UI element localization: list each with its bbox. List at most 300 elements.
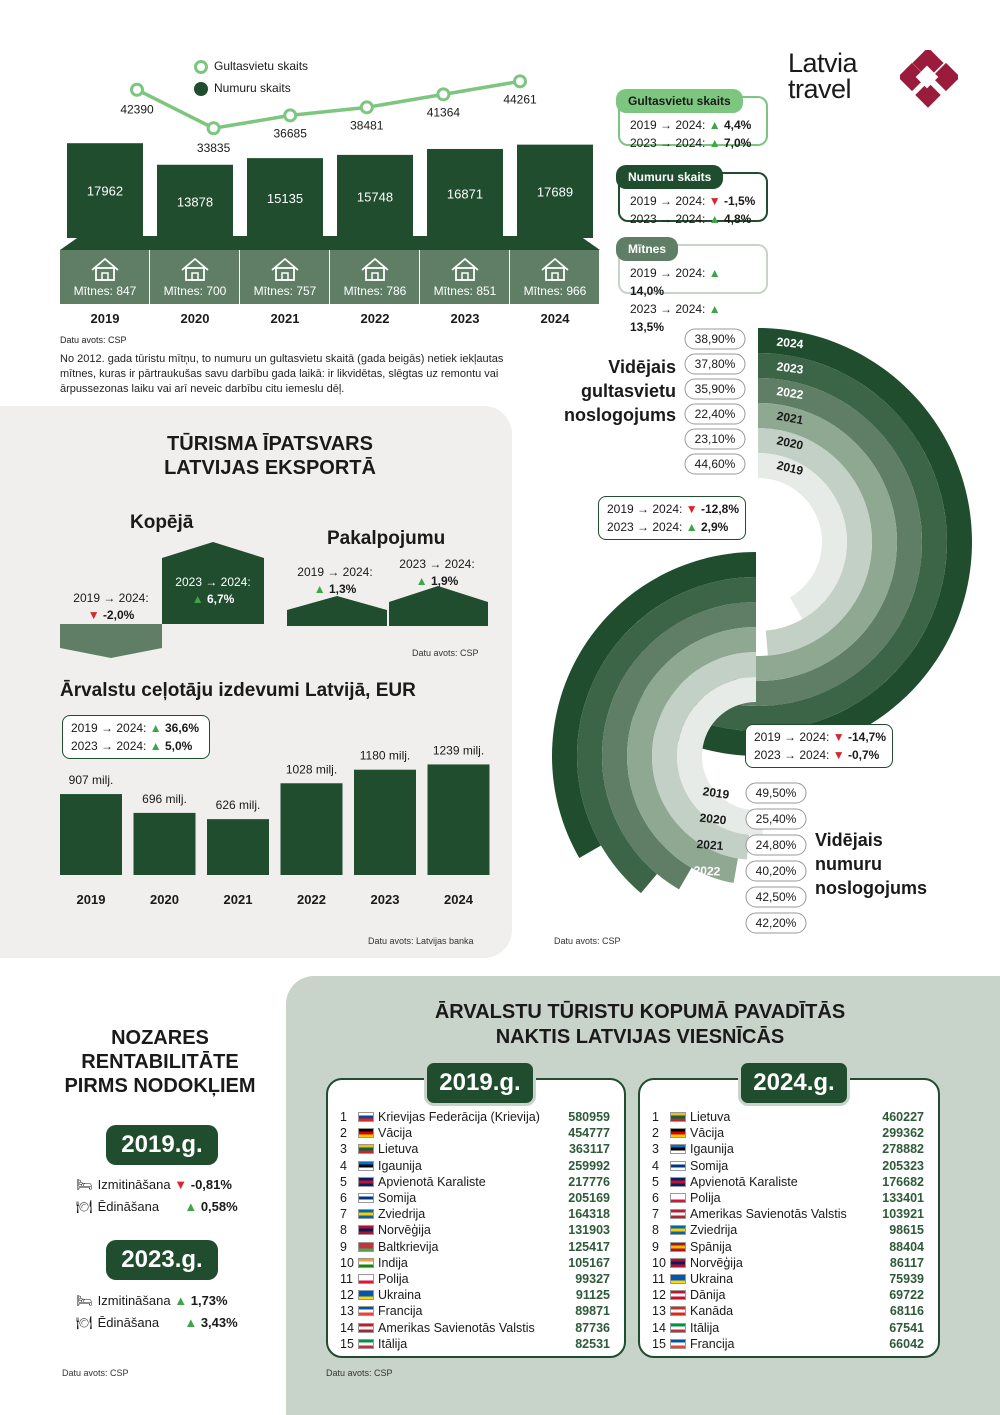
country-name: Vācija — [690, 1126, 725, 1141]
nights-value: 67541 — [889, 1320, 924, 1335]
table-row — [328, 1222, 624, 1238]
profit-title-2: RENTABILITĀTE — [81, 1051, 239, 1073]
nights-value: 98615 — [889, 1223, 924, 1238]
nights-value: 87736 — [575, 1320, 610, 1335]
export-services-label: Pakalpojumu — [327, 528, 446, 549]
flag-icon — [358, 1177, 374, 1187]
establishments-roof — [60, 236, 600, 250]
rank-number: 10 — [340, 1255, 354, 1270]
beds-change-value-2: 7,0% — [723, 136, 752, 150]
export-total-change-2 — [166, 574, 260, 608]
country-name: Zviedrija — [378, 1207, 426, 1222]
nights-value: 105167 — [568, 1255, 610, 1270]
flag-icon — [670, 1193, 686, 1203]
export-total-change-1 — [68, 590, 154, 624]
flag-icon — [358, 1306, 374, 1316]
bed-arc-year-2023: 2023 — [775, 359, 805, 377]
rooms-change-label-2: 2023 → 2024: — [630, 212, 706, 226]
rank-number: 4 — [340, 1158, 347, 1173]
up-arrow-icon: ▲ — [708, 118, 721, 132]
nights-year-2019: 2019.g. — [424, 1060, 536, 1106]
table-row — [640, 1239, 938, 1255]
establishment-label-2022: Mītnes: 786 — [343, 284, 407, 298]
flag-icon — [358, 1258, 374, 1268]
nights-value: 176682 — [882, 1174, 924, 1189]
export-title-line2: LATVIJAS EKSPORTĀ — [164, 457, 376, 479]
table-row — [328, 1206, 624, 1222]
nights-table-2024 — [638, 1078, 940, 1358]
rank-number: 2 — [652, 1126, 659, 1141]
bed-icon: 🛏 — [76, 1177, 93, 1192]
spending-value-2020: 696 milj. — [142, 791, 187, 806]
capacity-source: Datu avots: CSP — [60, 335, 127, 345]
country-name: Kanāda — [690, 1304, 734, 1319]
export-services-2023-shape — [389, 586, 488, 626]
country-name: Lietuva — [690, 1110, 731, 1124]
logo-mark-icon — [900, 50, 958, 108]
export-total-2019-shape — [60, 624, 162, 658]
export-services-change-1-value: 1,3% — [328, 582, 357, 596]
up-arrow-icon: ▲ — [313, 582, 326, 596]
flag-icon — [358, 1274, 374, 1284]
beds-point-2023 — [438, 89, 449, 100]
spending-value-2023: 1180 milj. — [359, 748, 411, 763]
export-title — [60, 432, 480, 480]
nights-value: 125417 — [568, 1239, 610, 1254]
profit-title-3: PIRMS NODOKĻIEM — [64, 1075, 256, 1097]
rank-number: 5 — [652, 1174, 659, 1189]
country-name: Apvienotā Karaliste — [690, 1174, 798, 1189]
table-row — [328, 1174, 624, 1190]
rank-number: 11 — [340, 1272, 353, 1286]
est-change-value-2: 13,5% — [630, 320, 665, 334]
room-occupancy-title-3: noslogojums — [815, 878, 927, 898]
table-row — [640, 1158, 938, 1174]
table-row — [640, 1303, 938, 1319]
spending-year-2024: 2024 — [444, 892, 473, 907]
spending-year-2021: 2021 — [223, 892, 253, 907]
spending-year-2019: 2019 — [76, 892, 106, 907]
profit-2019-food — [76, 1198, 238, 1216]
rooms-change-label-1: 2019 → 2024: — [630, 194, 706, 208]
flag-icon — [670, 1225, 686, 1235]
room-arc-year-2024: 2024 — [687, 915, 715, 931]
beds-point-2019 — [132, 84, 143, 95]
flag-icon — [358, 1323, 374, 1333]
flag-icon — [358, 1144, 374, 1154]
country-name: Amerikas Savienotās Valstis — [378, 1320, 535, 1335]
est-change-value-1: 14,0% — [630, 284, 665, 298]
nights-title-2: NAKTIS LATVIJAS VIESNĪCĀS — [495, 1026, 785, 1048]
country-name: Itālija — [378, 1336, 408, 1351]
rooms-value-2021: 15135 — [266, 191, 304, 207]
table-row — [640, 1222, 938, 1238]
table-row — [328, 1190, 624, 1206]
export-services-2019-shape — [287, 596, 387, 626]
table-row — [328, 1141, 624, 1157]
up-arrow-icon: ▲ — [708, 302, 721, 316]
nights-value: 75939 — [889, 1272, 924, 1286]
rank-number: 3 — [652, 1142, 659, 1157]
up-arrow-icon: ▲ — [184, 1199, 198, 1214]
cutlery-icon: 🍽 — [76, 1199, 93, 1214]
spending-year-2023: 2023 — [370, 892, 400, 907]
capacity-note: No 2012. gada tūristu mītņu, to numuru un gultasvietu skaitā (gada beigās) netiek iekļautas mītnes, kuras ir pārtraukušas savu darbību gada laikā: ir likvidētas, slēgtas uz remontu vai ārpussezonas laiku vai arī neveic darbību citu iemeslu dēļ. — [60, 353, 504, 395]
beds-change-title: Gultasvietu skaits — [616, 89, 743, 113]
export-total-change-2-label: 2023 → 2024: — [175, 575, 251, 589]
establishment-label-2024: Mītnes: 966 — [523, 284, 587, 298]
bed-arc-year-2021: 2021 — [775, 408, 805, 428]
export-services-change-2 — [392, 556, 482, 590]
nights-value: 68116 — [889, 1304, 924, 1319]
spending-change-label-2: 2023 → 2024: — [71, 739, 147, 753]
est-change-box — [618, 242, 768, 334]
nights-value: 454777 — [568, 1126, 610, 1141]
logo-text-line1: Latvia — [788, 48, 858, 78]
profit-food-label: Ēdināšana — [97, 1199, 160, 1214]
flag-icon — [358, 1225, 374, 1235]
room-value-2023: 42,50% — [755, 890, 797, 904]
rank-number: 6 — [340, 1191, 347, 1205]
room-occupancy-source: Datu avots: CSP — [554, 936, 621, 946]
country-name: Apvienotā Karaliste — [378, 1174, 486, 1189]
nights-value: 99327 — [575, 1272, 610, 1286]
spending-title: Ārvalstu ceļotāju izdevumi Latvijā, EUR — [60, 680, 416, 701]
rooms-change-title: Numuru skaits — [616, 165, 723, 189]
table-row — [640, 1109, 938, 1125]
country-name: Francija — [378, 1304, 423, 1319]
profit-acc-label: Izmitināšana — [97, 1293, 171, 1308]
table-row — [328, 1158, 624, 1174]
export-total-change-1-value: -2,0% — [102, 608, 135, 622]
nights-value: 88404 — [889, 1239, 924, 1254]
spending-bar-2022 — [281, 783, 343, 875]
export-services-change-1 — [290, 564, 380, 598]
country-name: Lietuva — [378, 1142, 419, 1157]
country-name: Ukraina — [690, 1272, 734, 1286]
table-row — [640, 1174, 938, 1190]
rank-number: 10 — [652, 1255, 666, 1270]
room-occupancy-title — [815, 828, 955, 900]
spending-bar-2019 — [60, 794, 122, 875]
country-name: Somija — [378, 1191, 417, 1205]
profit-source: Datu avots: CSP — [62, 1368, 129, 1378]
year-label-2019: 2019 — [90, 311, 120, 326]
nights-value: 131903 — [568, 1223, 610, 1238]
nights-value: 205169 — [568, 1191, 610, 1205]
down-arrow-icon: ▼ — [685, 502, 698, 516]
year-label-2023: 2023 — [450, 311, 480, 326]
up-arrow-icon: ▲ — [708, 212, 721, 226]
bed-value-2019: 44,60% — [694, 457, 736, 471]
country-name: Indija — [378, 1255, 408, 1270]
bed-occupancy-change-value-2: 2,9% — [700, 520, 729, 534]
rank-number: 6 — [652, 1191, 659, 1205]
table-row — [640, 1255, 938, 1271]
bed-occupancy-title-3: noslogojums — [564, 405, 676, 425]
flag-icon — [670, 1128, 686, 1138]
rooms-change-value-1: -1,5% — [723, 194, 756, 208]
flag-icon — [670, 1323, 686, 1333]
rank-number: 1 — [652, 1110, 659, 1124]
down-arrow-icon: ▼ — [174, 1177, 188, 1192]
room-value-2024: 42,20% — [755, 916, 797, 930]
nights-value: 217776 — [568, 1174, 610, 1189]
table-row — [640, 1287, 938, 1303]
down-arrow-icon: ▼ — [708, 194, 721, 208]
country-name: Polija — [690, 1191, 721, 1205]
flag-icon — [358, 1193, 374, 1203]
table-row — [328, 1239, 624, 1255]
down-arrow-icon: ▼ — [832, 730, 845, 744]
rooms-change-value-2: 4,8% — [723, 212, 752, 226]
table-row — [328, 1336, 624, 1352]
nights-value: 133401 — [882, 1191, 924, 1205]
room-arc-year-2022: 2022 — [693, 863, 721, 879]
nights-value: 69722 — [889, 1288, 924, 1303]
flag-icon — [670, 1144, 686, 1154]
spending-source: Datu avots: Latvijas banka — [368, 936, 474, 946]
logo-text-line2: travel — [788, 74, 852, 104]
beds-change-value-1: 4,4% — [723, 118, 752, 132]
country-name: Francija — [690, 1336, 735, 1351]
rank-number: 15 — [652, 1336, 666, 1351]
profit-year-2019: 2019.g. — [106, 1125, 218, 1165]
nights-value: 91125 — [575, 1288, 610, 1303]
nights-value: 86117 — [889, 1255, 924, 1270]
bed-occupancy-change-value-1: -12,8% — [700, 502, 740, 516]
year-label-2021: 2021 — [270, 311, 300, 326]
nights-title — [340, 1000, 940, 1050]
up-arrow-icon: ▲ — [174, 1293, 188, 1308]
flag-icon — [670, 1258, 686, 1268]
logo — [788, 50, 968, 110]
up-arrow-icon: ▲ — [685, 520, 698, 534]
export-services-change-2-value: 1,9% — [430, 574, 459, 588]
flag-icon — [358, 1128, 374, 1138]
profit-2019-food-value: 0,58% — [200, 1199, 238, 1214]
bed-icon: 🛏 — [76, 1293, 93, 1308]
spending-value-2019: 907 milj. — [68, 773, 114, 788]
profit-food-label: Ēdināšana — [97, 1315, 160, 1330]
flag-icon — [670, 1306, 686, 1316]
country-name: Itālija — [690, 1320, 720, 1335]
room-occupancy-title-1: Vidējais — [815, 830, 883, 850]
profit-2023-food — [76, 1314, 238, 1332]
room-value-2019: 49,50% — [755, 786, 797, 800]
bed-value-2022: 35,90% — [694, 382, 736, 396]
spending-year-2022: 2022 — [297, 892, 326, 907]
up-arrow-icon: ▲ — [149, 721, 162, 735]
bed-arc-year-2024: 2024 — [775, 334, 805, 352]
rank-number: 8 — [340, 1223, 347, 1238]
beds-change-box — [618, 94, 768, 150]
rank-number: 1 — [340, 1110, 347, 1124]
nights-value: 89871 — [575, 1304, 610, 1319]
nights-value: 66042 — [889, 1336, 924, 1351]
bed-occupancy-change-box — [598, 496, 746, 540]
profit-title — [40, 1026, 280, 1098]
beds-change-label-1: 2019 → 2024: — [630, 118, 706, 132]
bed-value-2021: 22,40% — [694, 407, 736, 421]
country-name: Amerikas Savienotās Valstis — [690, 1207, 847, 1222]
rooms-value-2019: 17962 — [86, 183, 124, 199]
flag-icon — [670, 1290, 686, 1300]
flag-icon — [670, 1274, 686, 1284]
nights-value: 460227 — [882, 1110, 924, 1124]
export-total-change-2-value: 6,7% — [206, 592, 235, 606]
rooms-value-2020: 13878 — [176, 194, 214, 210]
establishment-label-2021: Mītnes: 757 — [253, 284, 317, 298]
up-arrow-icon: ▲ — [708, 266, 721, 280]
bed-arc-year-2022: 2022 — [775, 383, 805, 403]
bed-arc-year-2020: 2020 — [775, 433, 805, 453]
nights-value: 363117 — [568, 1142, 610, 1157]
export-total-label: Kopējā — [130, 512, 194, 533]
up-arrow-icon: ▲ — [415, 574, 428, 588]
room-occupancy-title-2: numuru — [815, 854, 882, 874]
bed-occupancy-title-2: gultasvietu — [580, 381, 676, 401]
export-title-line1: TŪRISMA ĪPATSVARS — [167, 433, 373, 455]
legend-beds-label: Gultasvietu skaits — [214, 59, 309, 73]
rooms-value-2023: 16871 — [446, 186, 484, 202]
cutlery-icon: 🍽 — [76, 1315, 93, 1330]
up-arrow-icon: ▲ — [708, 136, 721, 150]
rank-number: 4 — [652, 1158, 659, 1173]
rank-number: 11 — [652, 1272, 665, 1286]
table-row — [640, 1206, 938, 1222]
profit-title-1: NOZARES — [111, 1027, 209, 1049]
profit-2019-accommodation — [76, 1176, 232, 1194]
room-occupancy-change-label-2: 2023 → 2024: — [754, 748, 830, 762]
flag-icon — [670, 1339, 686, 1349]
up-arrow-icon: ▲ — [184, 1315, 198, 1330]
beds-change-label-2: 2023 → 2024: — [630, 136, 706, 150]
rooms-value-2024: 17689 — [536, 184, 574, 200]
room-arc-year-2021: 2021 — [696, 837, 724, 853]
rank-number: 12 — [652, 1288, 666, 1303]
bed-occupancy-title-1: Vidējais — [608, 357, 676, 377]
bed-value-2020: 23,10% — [694, 432, 736, 446]
table-row — [328, 1255, 624, 1271]
rank-number: 13 — [652, 1304, 666, 1319]
spending-chart — [0, 730, 512, 930]
spending-change-value-1: 36,6% — [164, 721, 200, 735]
room-occupancy-change-value-1: -14,7% — [847, 730, 887, 744]
rooms-change-box — [618, 170, 768, 226]
spending-bar-2024 — [428, 764, 490, 875]
spending-year-2020: 2020 — [150, 892, 179, 907]
table-row — [328, 1320, 624, 1336]
table-row — [640, 1141, 938, 1157]
spending-bar-2023 — [354, 770, 416, 875]
room-value-2021: 24,80% — [755, 838, 797, 852]
country-name: Norvēģija — [690, 1255, 743, 1270]
beds-line — [137, 81, 520, 128]
country-name: Somija — [690, 1158, 729, 1173]
rank-number: 15 — [340, 1336, 354, 1351]
room-occupancy-change-value-2: -0,7% — [847, 748, 880, 762]
rank-number: 9 — [652, 1239, 659, 1254]
rank-number: 14 — [340, 1320, 354, 1335]
year-label-2022: 2022 — [360, 311, 390, 326]
room-arc-year-2023: 2023 — [690, 890, 718, 904]
beds-value-2021: 36685 — [273, 126, 307, 141]
table-row — [328, 1287, 624, 1303]
down-arrow-icon: ▼ — [87, 608, 100, 622]
rank-number: 13 — [340, 1304, 354, 1319]
room-occupancy-change-box — [745, 724, 893, 768]
country-name: Zviedrija — [690, 1223, 738, 1238]
beds-point-2020 — [208, 123, 219, 134]
room-value-2022: 40,20% — [755, 864, 797, 878]
nights-value: 580959 — [568, 1110, 610, 1124]
room-value-2020: 25,40% — [755, 812, 797, 826]
beds-value-2019: 42390 — [120, 102, 154, 117]
country-name: Vācija — [378, 1126, 413, 1141]
profit-year-2023: 2023.g. — [106, 1240, 218, 1280]
room-arc-year-2020: 2020 — [698, 810, 728, 828]
flag-icon — [358, 1112, 374, 1122]
table-row — [640, 1271, 938, 1287]
rooms-value-2022: 15748 — [356, 189, 394, 205]
export-source: Datu avots: CSP — [412, 648, 479, 658]
establishment-label-2019: Mītnes: 847 — [73, 284, 137, 298]
flag-icon — [358, 1290, 374, 1300]
nights-value: 278882 — [882, 1142, 924, 1157]
spending-bar-2020 — [134, 813, 196, 875]
rank-number: 7 — [340, 1207, 347, 1222]
rank-number: 8 — [652, 1223, 659, 1238]
rank-number: 12 — [340, 1288, 354, 1303]
beds-value-2023: 41364 — [426, 105, 461, 120]
spending-bar-2021 — [207, 819, 269, 875]
nights-title-1: ĀRVALSTU TŪRISTU KOPUMĀ PAVADĪTĀS — [434, 1001, 846, 1023]
est-change-title: Mītnes — [616, 237, 678, 261]
export-total-change-1-label: 2019 → 2024: — [73, 591, 149, 605]
export-services-change-1-label: 2019 → 2024: — [297, 565, 373, 579]
bed-occupancy-title — [550, 355, 676, 427]
nights-table-2019 — [326, 1078, 626, 1358]
country-name: Baltkrievija — [378, 1239, 439, 1254]
country-name: Igaunija — [378, 1158, 422, 1173]
legend-rooms-label: Numuru skaits — [214, 81, 291, 95]
room-arc-year-2019: 2019 — [701, 784, 731, 802]
nights-year-2024: 2024.g. — [738, 1060, 850, 1106]
rank-number: 5 — [340, 1174, 347, 1189]
table-row — [328, 1125, 624, 1141]
beds-value-2024: 44261 — [503, 92, 537, 107]
rank-number: 3 — [340, 1142, 347, 1157]
spending-value-2021: 626 milj. — [215, 798, 261, 813]
nights-value: 299362 — [882, 1126, 924, 1141]
rank-number: 7 — [652, 1207, 659, 1222]
table-row — [328, 1271, 624, 1287]
room-occupancy-change-label-1: 2019 → 2024: — [754, 730, 830, 744]
capacity-chart — [0, 0, 620, 340]
nights-value: 205323 — [882, 1158, 924, 1173]
profit-2023-acc-value: 1,73% — [190, 1293, 228, 1308]
profit-2023-accommodation — [76, 1292, 228, 1310]
beds-value-2022: 38481 — [350, 118, 384, 133]
profit-acc-label: Izmitināšana — [97, 1177, 171, 1192]
beds-point-2022 — [361, 102, 372, 113]
rank-number: 14 — [652, 1320, 666, 1335]
table-row — [328, 1303, 624, 1319]
nights-value: 259992 — [568, 1158, 610, 1173]
spending-change-label-1: 2019 → 2024: — [71, 721, 147, 735]
nights-source: Datu avots: CSP — [326, 1368, 393, 1378]
